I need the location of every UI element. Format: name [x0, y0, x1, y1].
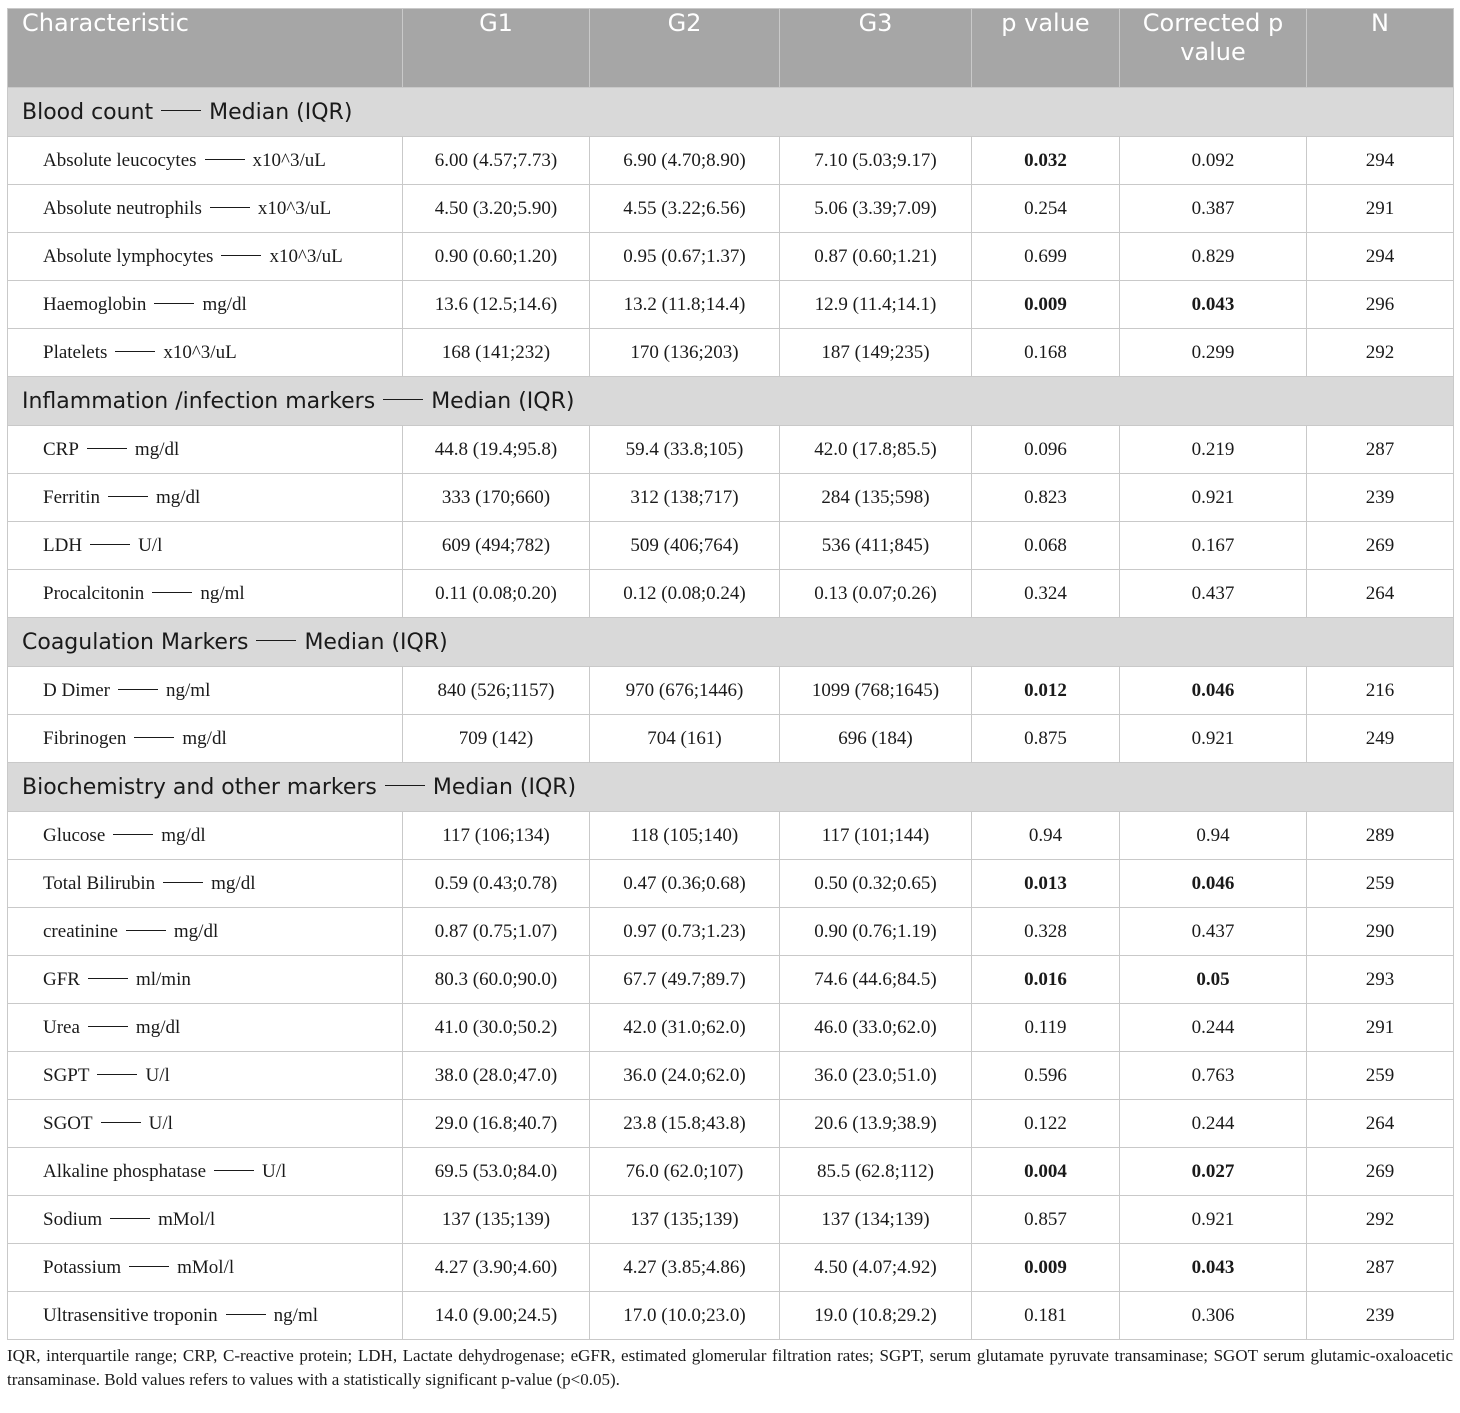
characteristic-cell	[8, 1196, 403, 1244]
g2-value-cell: 170 (136;203)	[590, 329, 780, 377]
table-row	[8, 812, 1454, 860]
g3-value-cell: 696 (184)	[780, 715, 972, 763]
g2-value-cell: 4.27 (3.85;4.86)	[590, 1244, 780, 1292]
section-title: Inflammation /infection markers	[22, 388, 376, 414]
g1-value-cell: 0.59 (0.43;0.78)	[403, 860, 590, 908]
p-value-cell: 0.004	[972, 1148, 1120, 1196]
characteristic-unit: mg/dl	[202, 293, 247, 315]
characteristic-unit: U/l	[262, 1160, 287, 1182]
g1-value-cell: 0.87 (0.75;1.07)	[403, 908, 590, 956]
characteristic-name: Procalcitonin	[43, 582, 145, 604]
p-value-cell: 0.254	[972, 185, 1120, 233]
header-characteristic: Characteristic	[8, 9, 403, 88]
corrected-p-value-cell: 0.244	[1120, 1100, 1307, 1148]
g1-value-cell: 0.90 (0.60;1.20)	[403, 233, 590, 281]
corrected-p-value-cell: 0.219	[1120, 426, 1307, 474]
characteristic-cell	[8, 667, 403, 715]
g1-value-cell: 41.0 (30.0;50.2)	[403, 1004, 590, 1052]
corrected-p-value-cell: 0.05	[1120, 956, 1307, 1004]
characteristic-unit: mMol/l	[177, 1256, 235, 1278]
dash-separator	[113, 834, 153, 835]
g1-value-cell: 69.5 (53.0;84.0)	[403, 1148, 590, 1196]
g1-value-cell: 168 (141;232)	[403, 329, 590, 377]
n-value-cell: 293	[1307, 956, 1454, 1004]
characteristic-unit: ng/ml	[273, 1304, 319, 1326]
characteristic-unit: U/l	[145, 1064, 170, 1086]
g3-value-cell: 0.87 (0.60;1.21)	[780, 233, 972, 281]
characteristic-cell	[8, 1148, 403, 1196]
g2-value-cell: 312 (138;717)	[590, 474, 780, 522]
p-value-cell: 0.823	[972, 474, 1120, 522]
table-row	[8, 956, 1454, 1004]
p-value-cell: 0.324	[972, 570, 1120, 618]
g3-value-cell: 74.6 (44.6;84.5)	[780, 956, 972, 1004]
corrected-p-value-cell: 0.921	[1120, 474, 1307, 522]
characteristic-cell	[8, 1052, 403, 1100]
characteristic-cell	[8, 522, 403, 570]
document	[7, 8, 1453, 1392]
table-row	[8, 137, 1454, 185]
g2-value-cell: 13.2 (11.8;14.4)	[590, 281, 780, 329]
characteristic-cell	[8, 1004, 403, 1052]
characteristic-cell	[8, 1292, 403, 1340]
g1-value-cell: 709 (142)	[403, 715, 590, 763]
corrected-p-value-cell: 0.043	[1120, 1244, 1307, 1292]
characteristic-cell	[8, 426, 403, 474]
section-row	[8, 88, 1454, 137]
n-value-cell: 269	[1307, 522, 1454, 570]
p-value-cell: 0.181	[972, 1292, 1120, 1340]
g1-value-cell: 840 (526;1157)	[403, 667, 590, 715]
dash-separator	[210, 207, 250, 208]
table-row	[8, 1004, 1454, 1052]
g2-value-cell: 0.47 (0.36;0.68)	[590, 860, 780, 908]
g2-value-cell: 137 (135;139)	[590, 1196, 780, 1244]
characteristic-name: Ultrasensitive troponin	[43, 1304, 218, 1326]
corrected-p-value-cell: 0.829	[1120, 233, 1307, 281]
characteristic-unit: mMol/l	[158, 1208, 216, 1230]
p-value-cell: 0.168	[972, 329, 1120, 377]
characteristic-cell	[8, 329, 403, 377]
characteristic-name: Potassium	[43, 1256, 122, 1278]
section-row	[8, 377, 1454, 426]
characteristic-unit: ng/ml	[200, 582, 245, 604]
section-statistic: Median (IQR)	[431, 388, 575, 414]
g3-value-cell: 1099 (768;1645)	[780, 667, 972, 715]
characteristic-cell	[8, 233, 403, 281]
n-value-cell: 264	[1307, 1100, 1454, 1148]
header-g2: G2	[590, 9, 780, 88]
table-header	[8, 9, 1454, 88]
dash-separator	[256, 640, 296, 641]
table-row	[8, 281, 1454, 329]
n-value-cell: 290	[1307, 908, 1454, 956]
g3-value-cell: 0.90 (0.76;1.19)	[780, 908, 972, 956]
p-value-cell: 0.122	[972, 1100, 1120, 1148]
section-header-cell	[8, 88, 1454, 137]
characteristic-cell	[8, 474, 403, 522]
g1-value-cell: 137 (135;139)	[403, 1196, 590, 1244]
g3-value-cell: 7.10 (5.03;9.17)	[780, 137, 972, 185]
table-row	[8, 185, 1454, 233]
section-title: Blood count	[22, 99, 154, 125]
g2-value-cell: 509 (406;764)	[590, 522, 780, 570]
section-header-cell	[8, 763, 1454, 812]
g2-value-cell: 6.90 (4.70;8.90)	[590, 137, 780, 185]
p-value-cell: 0.94	[972, 812, 1120, 860]
g1-value-cell: 4.50 (3.20;5.90)	[403, 185, 590, 233]
characteristic-unit: x10^3/uL	[269, 245, 343, 267]
n-value-cell: 291	[1307, 1004, 1454, 1052]
lab-results-table	[7, 8, 1454, 1340]
g1-value-cell: 0.11 (0.08;0.20)	[403, 570, 590, 618]
dash-separator	[110, 1218, 150, 1219]
g3-value-cell: 536 (411;845)	[780, 522, 972, 570]
table-row	[8, 1148, 1454, 1196]
n-value-cell: 292	[1307, 1196, 1454, 1244]
p-value-cell: 0.009	[972, 1244, 1120, 1292]
dash-separator	[214, 1170, 254, 1171]
characteristic-unit: mg/dl	[135, 1016, 181, 1038]
corrected-p-value-cell: 0.387	[1120, 185, 1307, 233]
characteristic-name: Haemoglobin	[43, 293, 147, 315]
section-title: Coagulation Markers	[22, 629, 249, 655]
n-value-cell: 296	[1307, 281, 1454, 329]
section-row	[8, 763, 1454, 812]
p-value-cell: 0.012	[972, 667, 1120, 715]
table-row	[8, 1100, 1454, 1148]
g3-value-cell: 36.0 (23.0;51.0)	[780, 1052, 972, 1100]
characteristic-unit: ml/min	[135, 968, 191, 990]
g2-value-cell: 59.4 (33.8;105)	[590, 426, 780, 474]
n-value-cell: 287	[1307, 1244, 1454, 1292]
table-row	[8, 1196, 1454, 1244]
table-body	[8, 88, 1454, 1340]
g2-value-cell: 0.12 (0.08;0.24)	[590, 570, 780, 618]
p-value-cell: 0.596	[972, 1052, 1120, 1100]
g1-value-cell: 609 (494;782)	[403, 522, 590, 570]
dash-separator	[154, 303, 194, 304]
p-value-cell: 0.096	[972, 426, 1120, 474]
characteristic-cell	[8, 137, 403, 185]
dash-separator	[118, 689, 158, 690]
dash-separator	[115, 351, 155, 352]
table-row	[8, 1052, 1454, 1100]
dash-separator	[87, 448, 127, 449]
section-header-cell	[8, 618, 1454, 667]
section-header-cell	[8, 377, 1454, 426]
dash-separator	[90, 544, 130, 545]
corrected-p-value-cell: 0.94	[1120, 812, 1307, 860]
n-value-cell: 216	[1307, 667, 1454, 715]
characteristic-cell	[8, 281, 403, 329]
table-footnote: IQR, interquartile range; CRP, C-reactive protein; LDH, Lactate dehydrogenase; eGFR, estimated glomerular filtration rates; SGPT, serum glutamate pyruvate transaminase; SGOT serum glutamic-oxaloacetic transaminase. Bold values refers to values with a statistically significant p-value (p<0.05).	[7, 1346, 1453, 1389]
g1-value-cell: 14.0 (9.00;24.5)	[403, 1292, 590, 1340]
p-value-cell: 0.857	[972, 1196, 1120, 1244]
characteristic-unit: mg/dl	[156, 486, 201, 508]
table-row	[8, 1292, 1454, 1340]
dash-separator	[152, 592, 192, 593]
g3-value-cell: 0.13 (0.07;0.26)	[780, 570, 972, 618]
g2-value-cell: 36.0 (24.0;62.0)	[590, 1052, 780, 1100]
g3-value-cell: 12.9 (11.4;14.1)	[780, 281, 972, 329]
corrected-p-value-cell: 0.046	[1120, 667, 1307, 715]
n-value-cell: 294	[1307, 233, 1454, 281]
dash-separator	[205, 159, 245, 160]
table-row	[8, 667, 1454, 715]
characteristic-name: LDH	[43, 534, 83, 556]
characteristic-unit: x10^3/uL	[163, 341, 237, 363]
n-value-cell: 259	[1307, 1052, 1454, 1100]
characteristic-unit: mg/dl	[134, 438, 180, 460]
n-value-cell: 239	[1307, 1292, 1454, 1340]
g2-value-cell: 970 (676;1446)	[590, 667, 780, 715]
p-value-cell: 0.699	[972, 233, 1120, 281]
n-value-cell: 294	[1307, 137, 1454, 185]
p-value-cell: 0.119	[972, 1004, 1120, 1052]
corrected-p-value-cell: 0.092	[1120, 137, 1307, 185]
dash-separator	[163, 882, 203, 883]
g1-value-cell: 13.6 (12.5;14.6)	[403, 281, 590, 329]
g3-value-cell: 5.06 (3.39;7.09)	[780, 185, 972, 233]
characteristic-name: Ferritin	[43, 486, 100, 508]
dash-separator	[97, 1074, 137, 1075]
corrected-p-value-cell: 0.437	[1120, 908, 1307, 956]
corrected-p-value-cell: 0.437	[1120, 570, 1307, 618]
corrected-p-value-cell: 0.921	[1120, 715, 1307, 763]
dash-separator	[221, 255, 261, 256]
characteristic-unit: mg/dl	[182, 727, 227, 749]
header-row	[8, 9, 1454, 88]
characteristic-name: Alkaline phosphatase	[43, 1160, 207, 1182]
header-p-value: p value	[972, 9, 1120, 88]
section-statistic: Median (IQR)	[304, 629, 448, 655]
p-value-cell: 0.009	[972, 281, 1120, 329]
characteristic-cell	[8, 715, 403, 763]
characteristic-unit: ng/ml	[166, 679, 211, 701]
g1-value-cell: 38.0 (28.0;47.0)	[403, 1052, 590, 1100]
characteristic-cell	[8, 908, 403, 956]
characteristic-unit: mg/dl	[173, 920, 219, 942]
characteristic-unit: U/l	[138, 534, 163, 556]
g3-value-cell: 20.6 (13.9;38.9)	[780, 1100, 972, 1148]
g3-value-cell: 42.0 (17.8;85.5)	[780, 426, 972, 474]
n-value-cell: 249	[1307, 715, 1454, 763]
characteristic-name: Fibrinogen	[43, 727, 127, 749]
section-statistic: Median (IQR)	[209, 99, 353, 125]
table-row	[8, 570, 1454, 618]
characteristic-cell	[8, 956, 403, 1004]
g2-value-cell: 76.0 (62.0;107)	[590, 1148, 780, 1196]
g1-value-cell: 29.0 (16.8;40.7)	[403, 1100, 590, 1148]
g2-value-cell: 4.55 (3.22;6.56)	[590, 185, 780, 233]
characteristic-unit: U/l	[148, 1112, 173, 1134]
g3-value-cell: 46.0 (33.0;62.0)	[780, 1004, 972, 1052]
g3-value-cell: 284 (135;598)	[780, 474, 972, 522]
g2-value-cell: 67.7 (49.7;89.7)	[590, 956, 780, 1004]
characteristic-name: CRP	[43, 438, 79, 460]
characteristic-name: SGPT	[43, 1064, 90, 1086]
characteristic-name: Platelets	[43, 341, 108, 363]
header-g1: G1	[403, 9, 590, 88]
p-value-cell: 0.032	[972, 137, 1120, 185]
g2-value-cell: 23.8 (15.8;43.8)	[590, 1100, 780, 1148]
table-row	[8, 860, 1454, 908]
p-value-cell: 0.328	[972, 908, 1120, 956]
dash-separator	[383, 399, 423, 400]
g3-value-cell: 187 (149;235)	[780, 329, 972, 377]
dash-separator	[108, 496, 148, 497]
dash-separator	[126, 930, 166, 931]
table-row	[8, 715, 1454, 763]
table-row	[8, 474, 1454, 522]
dash-separator	[134, 737, 174, 738]
g3-value-cell: 0.50 (0.32;0.65)	[780, 860, 972, 908]
n-value-cell: 239	[1307, 474, 1454, 522]
characteristic-name: Urea	[43, 1016, 80, 1038]
characteristic-cell	[8, 860, 403, 908]
p-value-cell: 0.068	[972, 522, 1120, 570]
section-title: Biochemistry and other markers	[22, 774, 377, 800]
n-value-cell: 259	[1307, 860, 1454, 908]
characteristic-name: Absolute lymphocytes	[43, 245, 214, 267]
corrected-p-value-cell: 0.046	[1120, 860, 1307, 908]
corrected-p-value-cell: 0.921	[1120, 1196, 1307, 1244]
header-n: N	[1307, 9, 1454, 88]
characteristic-name: SGOT	[43, 1112, 93, 1134]
section-statistic: Median (IQR)	[432, 774, 577, 800]
characteristic-name: Glucose	[43, 824, 106, 846]
characteristic-cell	[8, 570, 403, 618]
characteristic-cell	[8, 1100, 403, 1148]
characteristic-name: GFR	[43, 968, 80, 990]
g1-value-cell: 4.27 (3.90;4.60)	[403, 1244, 590, 1292]
characteristic-cell	[8, 1244, 403, 1292]
characteristic-unit: x10^3/uL	[257, 197, 332, 219]
characteristic-cell	[8, 812, 403, 860]
g3-value-cell: 117 (101;144)	[780, 812, 972, 860]
characteristic-unit: mg/dl	[161, 824, 206, 846]
g2-value-cell: 0.95 (0.67;1.37)	[590, 233, 780, 281]
table-row	[8, 908, 1454, 956]
g1-value-cell: 333 (170;660)	[403, 474, 590, 522]
corrected-p-value-cell: 0.043	[1120, 281, 1307, 329]
corrected-p-value-cell: 0.306	[1120, 1292, 1307, 1340]
n-value-cell: 289	[1307, 812, 1454, 860]
g1-value-cell: 44.8 (19.4;95.8)	[403, 426, 590, 474]
characteristic-name: Absolute neutrophils	[43, 197, 202, 219]
n-value-cell: 287	[1307, 426, 1454, 474]
dash-separator	[129, 1266, 169, 1267]
corrected-p-value-cell: 0.167	[1120, 522, 1307, 570]
characteristic-cell	[8, 185, 403, 233]
g3-value-cell: 137 (134;139)	[780, 1196, 972, 1244]
g3-value-cell: 85.5 (62.8;112)	[780, 1148, 972, 1196]
table-row	[8, 522, 1454, 570]
dash-separator	[385, 785, 425, 786]
g3-value-cell: 4.50 (4.07;4.92)	[780, 1244, 972, 1292]
table-row	[8, 1244, 1454, 1292]
dash-separator	[88, 1026, 128, 1027]
g1-value-cell: 80.3 (60.0;90.0)	[403, 956, 590, 1004]
dash-separator	[88, 978, 128, 979]
n-value-cell: 264	[1307, 570, 1454, 618]
dash-separator	[101, 1122, 141, 1123]
p-value-cell: 0.016	[972, 956, 1120, 1004]
g2-value-cell: 0.97 (0.73;1.23)	[590, 908, 780, 956]
g1-value-cell: 6.00 (4.57;7.73)	[403, 137, 590, 185]
n-value-cell: 291	[1307, 185, 1454, 233]
header-g3: G3	[780, 9, 972, 88]
table-row	[8, 426, 1454, 474]
g2-value-cell: 17.0 (10.0;23.0)	[590, 1292, 780, 1340]
g2-value-cell: 118 (105;140)	[590, 812, 780, 860]
characteristic-unit: mg/dl	[211, 872, 256, 894]
header-corrected-p-value: Corrected p value	[1120, 9, 1307, 88]
characteristic-name: Absolute leucocytes	[43, 149, 197, 171]
characteristic-name: Sodium	[43, 1208, 103, 1230]
characteristic-unit: x10^3/uL	[252, 149, 326, 171]
p-value-cell: 0.013	[972, 860, 1120, 908]
g1-value-cell: 117 (106;134)	[403, 812, 590, 860]
dash-separator	[161, 110, 201, 111]
g2-value-cell: 704 (161)	[590, 715, 780, 763]
g3-value-cell: 19.0 (10.8;29.2)	[780, 1292, 972, 1340]
characteristic-name: D Dimer	[43, 679, 111, 701]
p-value-cell: 0.875	[972, 715, 1120, 763]
corrected-p-value-cell: 0.244	[1120, 1004, 1307, 1052]
characteristic-name: creatinine	[43, 920, 118, 942]
n-value-cell: 269	[1307, 1148, 1454, 1196]
g2-value-cell: 42.0 (31.0;62.0)	[590, 1004, 780, 1052]
n-value-cell: 292	[1307, 329, 1454, 377]
table-row	[8, 329, 1454, 377]
dash-separator	[226, 1314, 266, 1315]
corrected-p-value-cell: 0.763	[1120, 1052, 1307, 1100]
corrected-p-value-cell: 0.299	[1120, 329, 1307, 377]
section-row	[8, 618, 1454, 667]
table-row	[8, 233, 1454, 281]
corrected-p-value-cell: 0.027	[1120, 1148, 1307, 1196]
characteristic-name: Total Bilirubin	[43, 872, 156, 894]
